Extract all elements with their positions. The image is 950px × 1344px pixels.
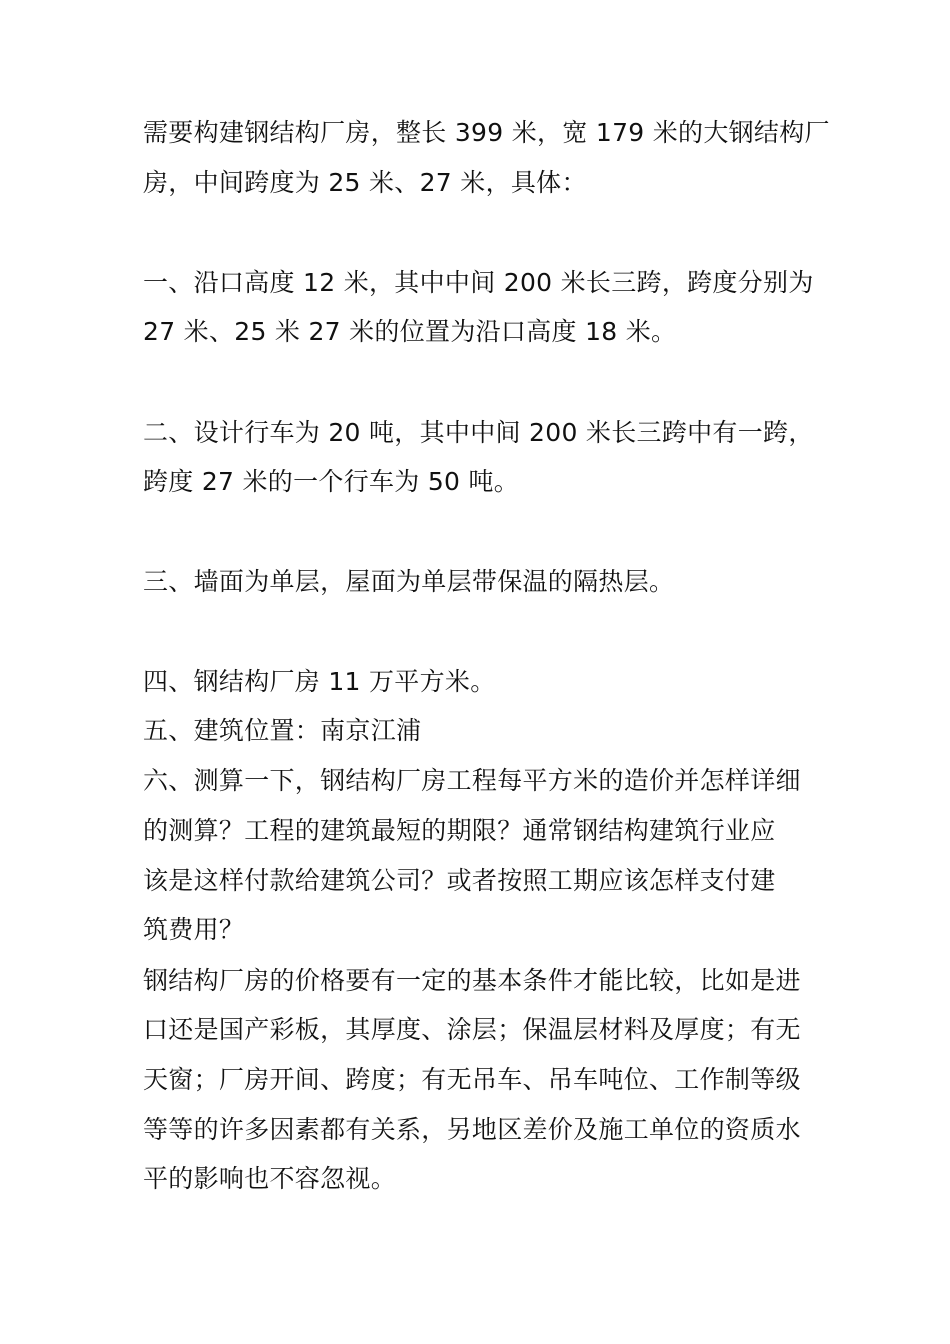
item-6-line-1: 六、测算一下，钢结构厂房工程每平方米的造价并怎样详细 bbox=[143, 766, 801, 795]
answer-line-4: 等等的许多因素都有关系，另地区差价及施工单位的资质水 bbox=[143, 1115, 801, 1144]
item-6-line-3: 该是这样付款给建筑公司？或者按照工期应该怎样支付建 bbox=[143, 866, 776, 895]
item-6-line-4: 筑费用？ bbox=[143, 915, 245, 944]
item-2-line-1: 二、设计行车为 20 吨，其中中间 200 米长三跨中有一跨， bbox=[143, 418, 814, 447]
intro-line-1: 需要构建钢结构厂房，整长 399 米，宽 179 米的大钢结构厂 bbox=[143, 118, 830, 147]
intro-line-2: 房，中间跨度为 25 米、27 米，具体： bbox=[143, 168, 587, 197]
answer-line-2: 口还是国产彩板，其厚度、涂层；保温层材料及厚度；有无 bbox=[143, 1015, 801, 1044]
item-1-line-1: 一、沿口高度 12 米，其中中间 200 米长三跨，跨度分别为 bbox=[143, 268, 814, 297]
item-5-line-1: 五、建筑位置：南京江浦 bbox=[143, 716, 422, 745]
item-3-line-1: 三、墙面为单层，屋面为单层带保温的隔热层。 bbox=[143, 567, 675, 596]
answer-line-5: 平的影响也不容忽视。 bbox=[143, 1164, 397, 1193]
item-4-line-1: 四、钢结构厂房 11 万平方米。 bbox=[143, 667, 496, 696]
item-6-line-2: 的测算？工程的建筑最短的期限？通常钢结构建筑行业应 bbox=[143, 816, 776, 845]
answer-line-1: 钢结构厂房的价格要有一定的基本条件才能比较，比如是进 bbox=[143, 966, 801, 995]
answer-line-3: 天窗；厂房开间、跨度；有无吊车、吊车吨位、工作制等级 bbox=[143, 1065, 801, 1094]
item-1-line-2: 27 米、25 米 27 米的位置为沿口高度 18 米。 bbox=[143, 317, 677, 346]
item-2-line-2: 跨度 27 米的一个行车为 50 吨。 bbox=[143, 467, 520, 496]
